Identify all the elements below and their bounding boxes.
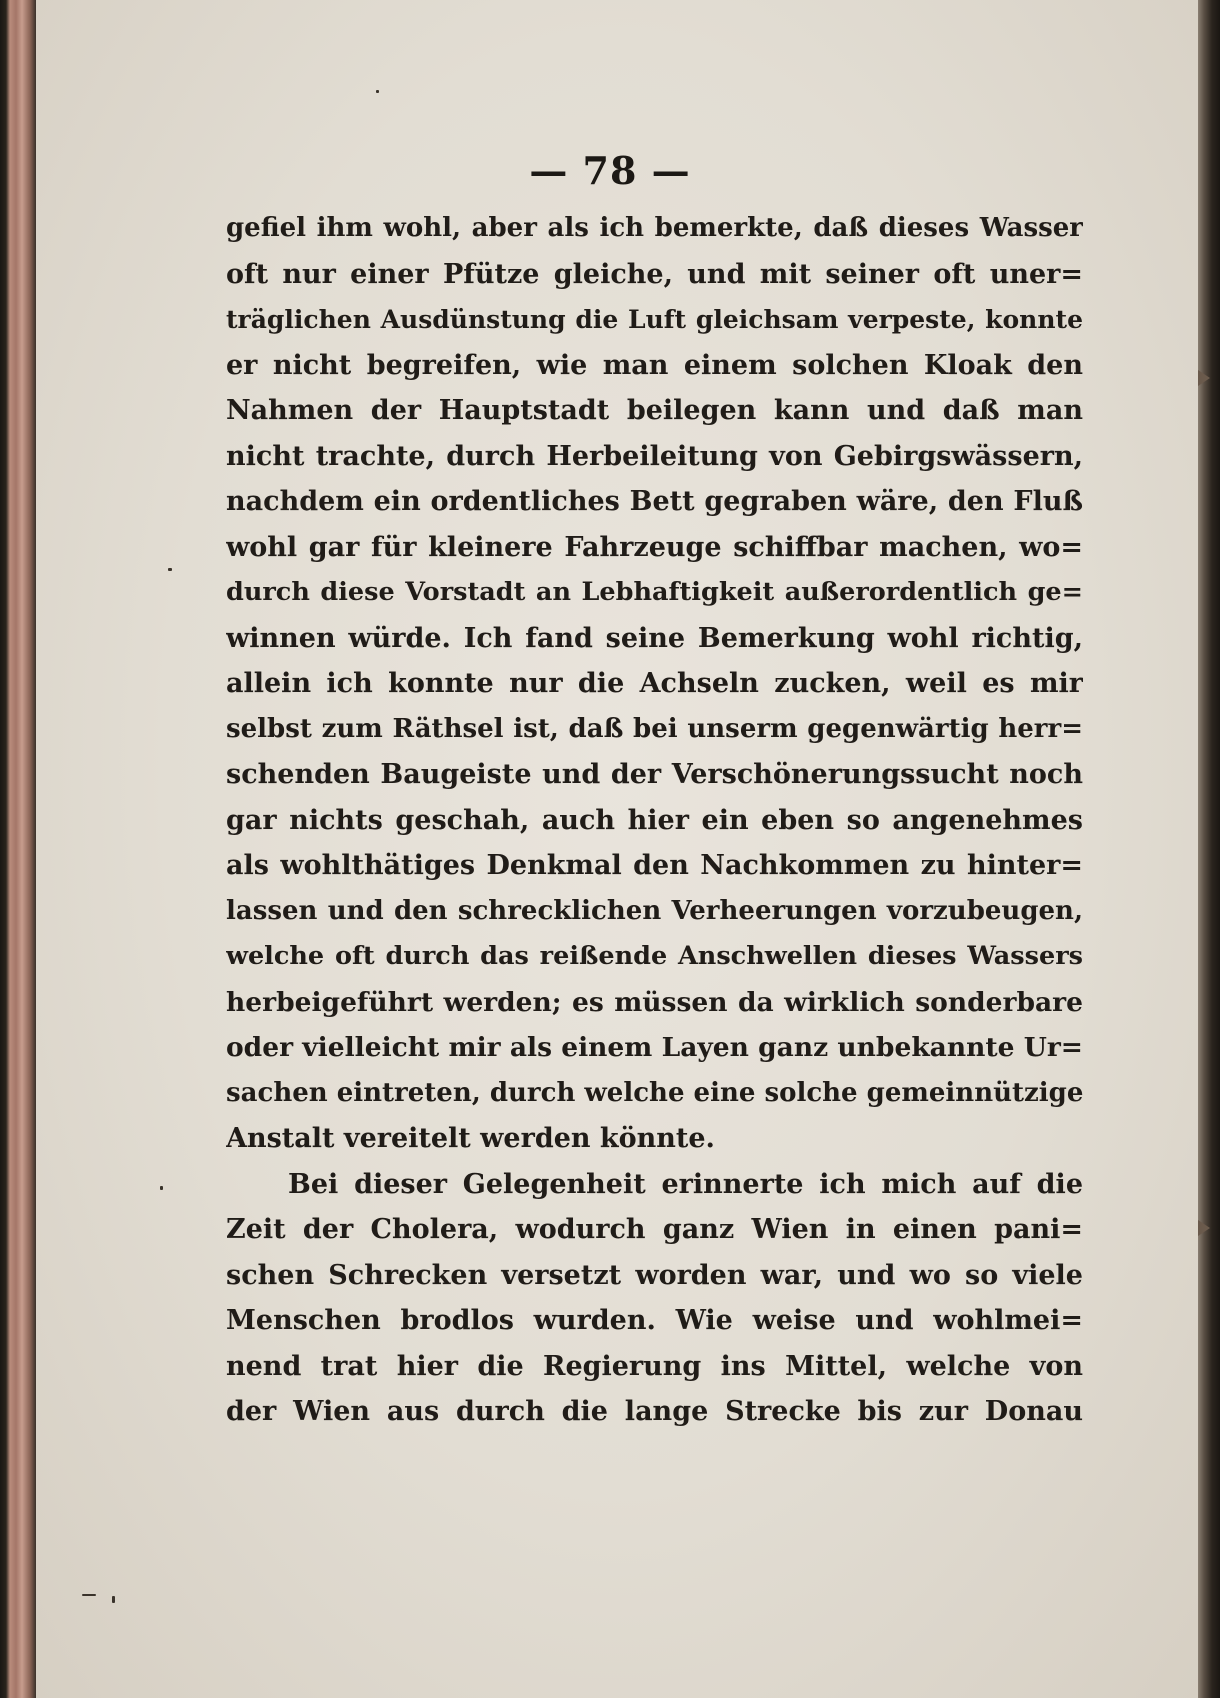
text-line: nicht trachte, durch Herbeileitung von Gebirgswässern, <box>226 440 1083 472</box>
text-line: Nahmen der Hauptstadt beilegen kann und daß man <box>226 395 1083 426</box>
page-number: — 78 — <box>529 148 691 193</box>
text-line: Anstalt vereitelt werden könnte. <box>226 1123 715 1154</box>
text-line: er nicht begreifen, wie man einem solchen Kloak den <box>226 349 1083 381</box>
paper-speck <box>376 90 379 93</box>
text-line: sachen eintreten, durch welche eine solche gemeinnützige <box>226 1077 1083 1108</box>
text-line: oft nur einer Pfütze gleiche, und mit seiner oft uner= <box>226 258 1083 290</box>
body-text <box>226 206 1083 1435</box>
text-line: gar nichts geschah, auch hier ein eben so angenehmes <box>226 804 1083 836</box>
text-line: wohl gar für kleinere Fahrzeuge schiffbar machen, wo= <box>226 531 1083 563</box>
text-line: selbst zum Räthsel ist, daß bei unserm gegenwärtig herr= <box>226 713 1083 744</box>
text-line: lassen und den schrecklichen Verheerungen vorzubeugen, <box>226 895 1083 926</box>
book-binding-right-edge <box>1198 0 1220 1698</box>
text-line: nachdem ein ordentliches Bett gegraben wäre, den Fluß <box>226 486 1083 517</box>
text-line: schenden Baugeiste und der Verschönerungssucht noch <box>226 759 1083 790</box>
text-line: Menschen brodlos wurden. Wie weise und wohlmei= <box>226 1305 1083 1336</box>
text-line: nend trat hier die Regierung ins Mittel, welche von <box>226 1350 1083 1382</box>
text-line: allein ich konnte nur die Achseln zucken, weil es mir <box>226 668 1083 699</box>
text-line: als wohlthätiges Denkmal den Nachkommen zu hinter= <box>226 850 1083 881</box>
text-line: oder vielleicht mir als einem Layen ganz unbekannte Ur= <box>226 1032 1083 1063</box>
text-line: der Wien aus durch die lange Strecke bis zur Donau <box>226 1396 1083 1427</box>
text-line: schen Schrecken versetzt worden war, und wo so viele <box>226 1259 1083 1291</box>
paragraph <box>226 206 1083 1162</box>
text-line: welche oft durch das reißende Anschwellen dieses Wassers <box>226 941 1083 971</box>
text-line: Zeit der Cholera, wodurch ganz Wien in einen pani= <box>226 1214 1083 1245</box>
paper-speck <box>112 1596 115 1603</box>
paragraph <box>226 1162 1083 1435</box>
text-line: herbeigeführt werden; es müssen da wirklich sonderbare <box>226 986 1083 1018</box>
text-line: träglichen Ausdünstung die Luft gleichsam verpeste, konnte <box>226 305 1083 334</box>
text-line: winnen würde. Ich fand seine Bemerkung wohl richtig, <box>226 622 1083 654</box>
text-line: durch diese Vorstadt an Lebhaftigkeit außerordentlich ge= <box>226 577 1083 607</box>
text-line: gefiel ihm wohl, aber als ich bemerkte, daß dieses Wasser <box>226 213 1083 243</box>
book-binding-left-edge <box>0 0 40 1698</box>
paper-speck <box>160 1186 163 1190</box>
paper-speck <box>168 568 172 571</box>
paper-speck <box>82 1594 96 1596</box>
text-line: Bei dieser Gelegenheit erinnerte ich mich auf die <box>288 1168 1083 1200</box>
